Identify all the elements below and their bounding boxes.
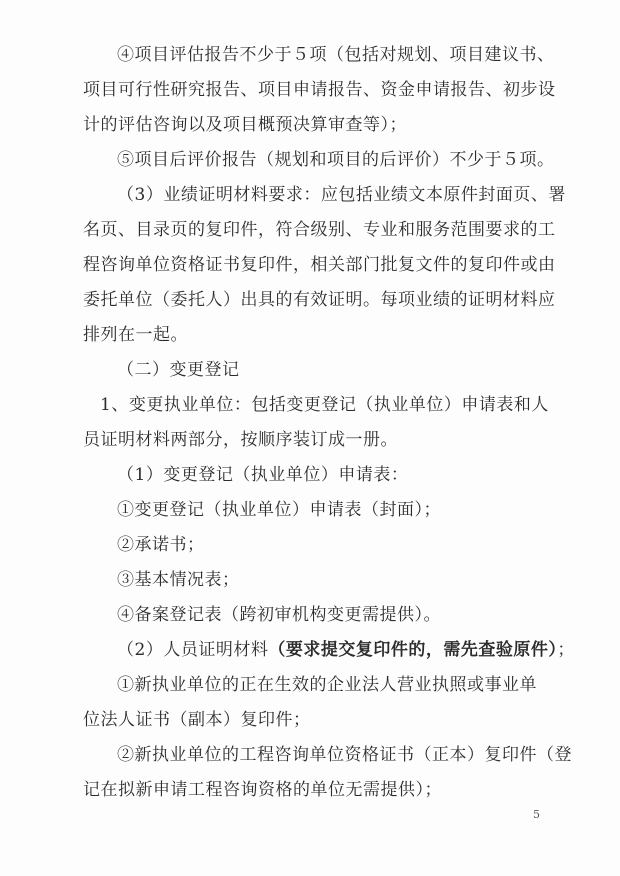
text-line: 1、变更执业单位：包括变更登记（执业单位）申请表和人 xyxy=(100,395,549,415)
personnel-bold-note: （要求提交复印件的，需先查验原件） xyxy=(268,640,558,660)
text-line: ④项目评估报告不少于５项（包括对规划、项目建议书、 xyxy=(117,45,555,65)
text-line: 记在拟新申请工程咨询资格的单位无需提供）； xyxy=(83,780,442,800)
personnel-prefix: （2）人员证明材料 xyxy=(117,640,269,660)
text-line: 项目可行性研究报告、项目申请报告、资金申请报告、初步设 xyxy=(83,80,556,100)
personnel-suffix: ； xyxy=(557,640,575,660)
text-line: 排列在一起。 xyxy=(83,325,188,345)
page-number: 5 xyxy=(533,808,540,821)
text-line: 委托单位（委托人）出具的有效证明。每项业绩的证明材料应 xyxy=(83,290,556,310)
text-line-personnel xyxy=(117,639,575,661)
text-line: ④备案登记表（跨初审机构变更需提供）。 xyxy=(117,605,441,625)
text-line: （3）业绩证明材料要求：应包括业绩文本原件封面页、署 xyxy=(117,185,566,205)
text-line: ①变更登记（执业单位）申请表（封面）； xyxy=(117,500,441,520)
section-heading: （二）变更登记 xyxy=(117,360,240,380)
text-line: 位法人证书（副本）复印件； xyxy=(83,710,311,730)
text-line: ①新执业单位的正在生效的企业法人营业执照或事业单 xyxy=(117,675,537,695)
text-line: 程咨询单位资格证书复印件，相关部门批复文件的复印件或由 xyxy=(83,255,556,275)
text-line: ③基本情况表； xyxy=(117,570,240,590)
text-line: 计的评估咨询以及项目概预决算审查等）； xyxy=(83,115,407,135)
text-line: （1）变更登记（执业单位）申请表： xyxy=(117,465,409,485)
text-line: ②承诺书； xyxy=(117,535,205,555)
text-line: 员证明材料两部分，按顺序装订成一册。 xyxy=(83,430,398,450)
text-line: ⑤项目后评价报告（规划和项目的后评价）不少于５项。 xyxy=(117,150,555,170)
text-line: 名页、目录页的复印件，符合级别、专业和服务范围要求的工 xyxy=(83,220,556,240)
text-line: ②新执业单位的工程咨询单位资格证书（正本）复印件（登 xyxy=(117,745,572,765)
